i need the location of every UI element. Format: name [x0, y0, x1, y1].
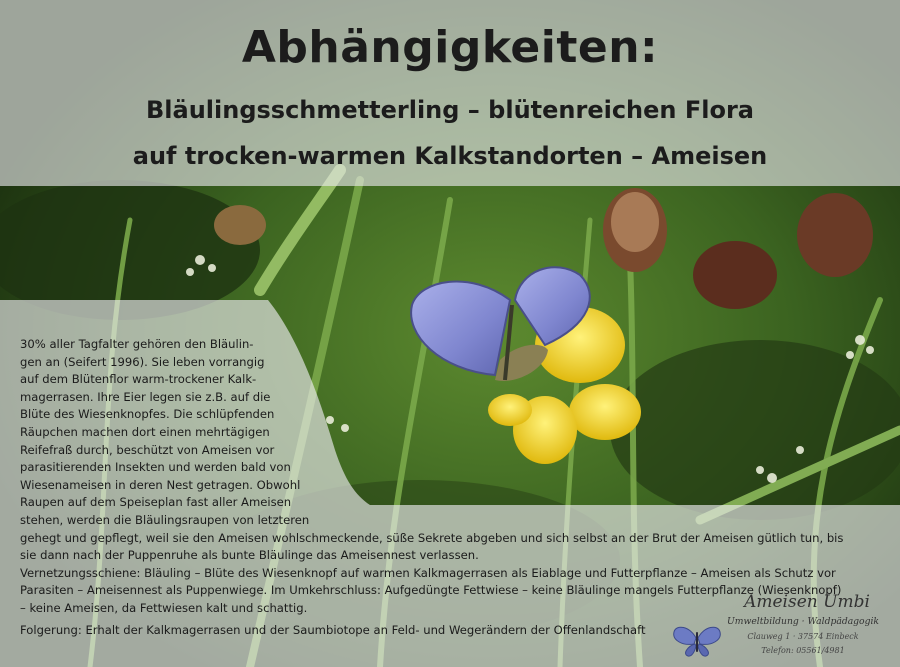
body-line: stehen, werden die Bläulingsraupen von letzteren [20, 512, 310, 527]
body-line: sie dann nach der Puppenruhe als bunte Bläulinge das Ameisennest verlassen. [20, 548, 479, 563]
body-line: magerrasen. Ihre Eier legen sie z.B. auf die [20, 389, 271, 404]
body-line: Parasiten – Ameisennest als Puppenwiege. Im Umkehrschluss: Aufgedüngte Fettwiese – keine Bläulinge mangels Futterpflanze (Wiesenknopf) [20, 583, 842, 598]
subtitle-line: Bläulingsschmetterling – blütenreichen Flora [145, 96, 754, 124]
body-line: Vernetzungsschiene: Bläuling – Blüte des Wiesenknopf auf warmen Kalkmagerrasen als Eiablage und Futterpflanze – Ameisen als Schutz vor [20, 565, 836, 580]
body-text [20, 336, 843, 618]
body-line: Blüte des Wiesenknopfes. Die schlüpfenden [20, 407, 275, 422]
logo-subtitle: Umweltbildung · Waldpädagogik [727, 616, 879, 627]
subtitle-line: auf trocken-warmen Kalkstandorten – Ameisen [132, 142, 768, 170]
logo-phone: Telefon: 05561/4981 [761, 646, 845, 655]
body-line: Raupen auf dem Speiseplan fast aller Ameisen [20, 495, 292, 510]
page-title: Abhängigkeiten: [241, 22, 659, 73]
conclusion-text: Folgerung: Erhalt der Kalkmagerrasen und der Saumbiotope an Feld- und Wegerändern der Offenlandschaft [20, 623, 646, 637]
body-line: gehegt und gepflegt, weil sie den Ameisen wohlschmeckende, süße Sekrete abgeben und sich selbst an der Brut der Ameisen gütlich tun, bis [20, 530, 844, 545]
logo-name: Ameisen Umbi [744, 592, 870, 612]
body-line: parasitierenden Insekten und werden bald von [20, 460, 291, 475]
body-line: auf dem Blütenflor warm-trockener Kalk- [20, 372, 257, 387]
body-line: Reifefraß durch, beschützt von Ameisen vor [20, 442, 275, 457]
page-subtitle [0, 87, 900, 179]
body-line: Wiesenameisen in deren Nest getragen. Obwohl [20, 477, 301, 492]
logo-address: Clauweg 1 · 37574 Einbeck [747, 632, 859, 641]
body-line: – keine Ameisen, da Fettwiesen kalt und schattig. [20, 600, 308, 615]
body-line: 30% aller Tagfalter gehören den Bläulin- [20, 337, 254, 351]
logo [672, 592, 892, 664]
body-line: Räupchen machen dort einen mehrtägigen [20, 424, 270, 439]
body-line: gen an (Seifert 1996). Sie leben vorrangig [20, 354, 265, 369]
